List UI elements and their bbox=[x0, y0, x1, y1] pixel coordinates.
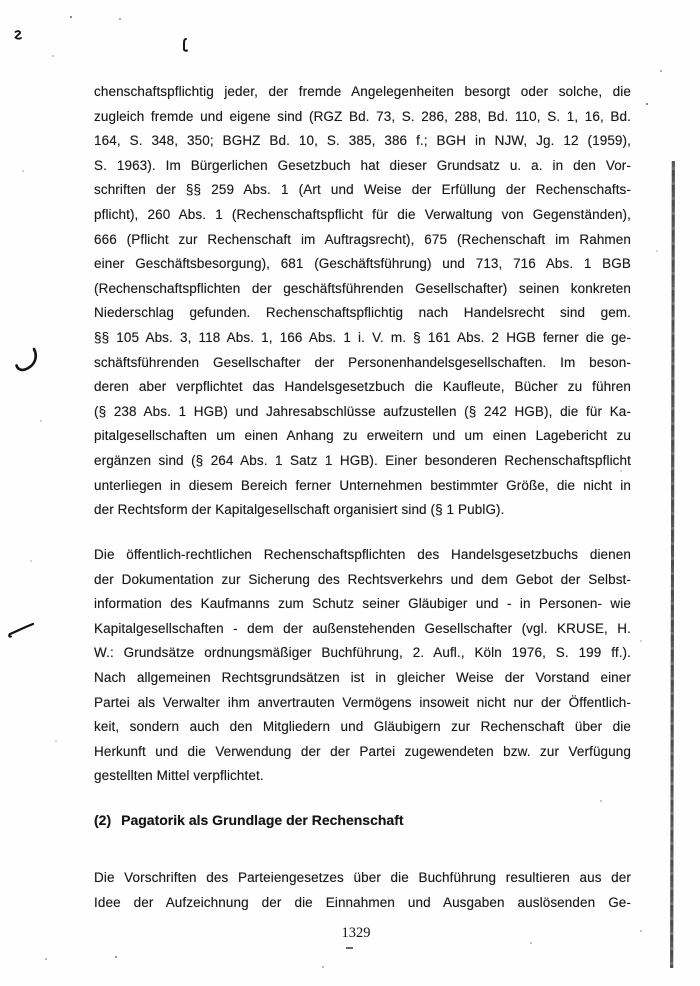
text-line: W.: Grundsätze ordnungsmäßiger Buchführung, 2. Aufl., Köln 1976, S. 199 ff.). bbox=[94, 645, 631, 661]
text-line: 164, S. 348, 350; BGHZ Bd. 10, S. 385, 386 f.; BGH in NJW, Jg. 12 (1959), bbox=[94, 133, 631, 149]
text-line: Die öffentlich-rechtlichen Rechenschaftspflichten des Handelsgesetzbuchs dienen bbox=[94, 547, 631, 562]
scan-edge-line bbox=[670, 161, 675, 968]
text-line: der Rechtsform der Kapitalgesellschaft organisiert sind (§ 1 PublG). bbox=[94, 502, 505, 518]
text-line: deren aber verpflichtet das Handelsgesetzbuch die Kaufleute, Bücher zu führen bbox=[94, 379, 631, 395]
text-line: (§ 238 Abs. 1 HGB) und Jahresabschlüsse aufzustellen (§ 242 HGB), die für Ka- bbox=[94, 403, 631, 419]
text-line: 666 (Pflicht zur Rechenschaft im Auftragsrecht), 675 (Rechenschaft im Rahmen bbox=[94, 231, 631, 247]
section-heading bbox=[94, 812, 631, 828]
text-line: Die Vorschriften des Parteiengesetzes über die Buchführung resultieren aus der bbox=[94, 870, 631, 885]
paragraph-3 bbox=[94, 866, 631, 915]
margin-hook-annotation bbox=[15, 347, 39, 375]
text-line: S. 1963). Im Bürgerlichen Gesetzbuch hat dieser Grundsatz u. a. in den Vor- bbox=[94, 157, 631, 173]
text-line: Niederschlag gefunden. Rechenschaftspflichtig nach Handelsrecht sind gem. bbox=[94, 305, 631, 321]
text-line: Idee der Aufzeichnung der die Einnahmen und Ausgaben auslösenden Ge- bbox=[94, 894, 631, 910]
scan-artifact-dash bbox=[346, 947, 353, 949]
text-line: Partei als Verwalter ihm anvertrauten Vermögens insoweit nicht nur der Öffentlich- bbox=[94, 694, 631, 710]
text-line: schriften der §§ 259 Abs. 1 (Art und Weise der Erfüllung der Rechenschafts- bbox=[94, 182, 631, 198]
paragraph-1 bbox=[94, 80, 631, 523]
paragraph-2 bbox=[94, 543, 631, 789]
text-line: der Dokumentation zur Sicherung des Rechtsverkehrs und dem Gebot der Selbst- bbox=[94, 571, 631, 587]
text-line: §§ 105 Abs. 3, 118 Abs. 1, 166 Abs. 1 i. V. m. § 161 Abs. 2 HGB ferner die ge- bbox=[94, 329, 631, 345]
text-line: chenschaftspflichtig jeder, der fremde Angelegenheiten besorgt oder solche, die bbox=[94, 84, 631, 99]
text-line: Herkunft und die Verwendung der der Partei zugewendeten bzw. zur Verfügung bbox=[94, 743, 631, 759]
text-line: keit, sondern auch den Mitgliedern und Gläubigern zur Rechenschaft über die bbox=[94, 719, 631, 735]
text-line: Nach allgemeinen Rechtsgrundsätzen ist in gleicher Weise der Vorstand einer bbox=[94, 669, 631, 685]
section-number: (2) bbox=[94, 812, 112, 828]
text-line: pitalgesellschaften um einen Anhang zu erweitern und um einen Lagebericht zu bbox=[94, 428, 631, 444]
scan-noise bbox=[0, 0, 2, 2]
text-line: zugleich fremde und eigene sind (RGZ Bd. 73, S. 286, 288, Bd. 110, S. 1, 16, Bd. bbox=[94, 108, 631, 124]
text-line: einer Geschäftsbesorgung), 681 (Geschäftsführung) und 713, 716 Abs. 1 BGB bbox=[94, 256, 631, 272]
text-line: unterliegen in diesem Bereich ferner Unternehmen bestimmter Größe, die nicht in bbox=[94, 477, 631, 493]
text-line: Kapitalgesellschaften - dem der außenstehenden Gesellschafter (vgl. KRUSE, H. bbox=[94, 620, 631, 636]
text-line: schäftsführenden Gesellschafter der Personenhandelsgesellschaften. Im beson- bbox=[94, 354, 631, 370]
margin-tick-annotation bbox=[7, 619, 35, 639]
text-line: information des Kaufmanns zum Schutz seiner Gläubiger und - in Personen- wie bbox=[94, 596, 631, 612]
page-number: 1329 bbox=[341, 925, 371, 941]
text-line: (Rechenschaftspflichten der geschäftsführenden Gesellschafter) seinen konkreten bbox=[94, 280, 631, 296]
text-line: pflicht), 260 Abs. 1 (Rechenschaftspflicht für die Verwaltung von Gegenständen), bbox=[94, 206, 631, 222]
scan-artifact-squiggle bbox=[14, 30, 23, 41]
scan-artifact-stroke bbox=[181, 38, 189, 52]
section-title: Pagatorik als Grundlage der Rechenschaft bbox=[121, 812, 404, 828]
text-line: gestellten Mittel verpflichtet. bbox=[94, 768, 264, 784]
text-line: ergänzen sind (§ 264 Abs. 1 Satz 1 HGB). Einer besonderen Rechenschaftspflicht bbox=[94, 452, 631, 468]
